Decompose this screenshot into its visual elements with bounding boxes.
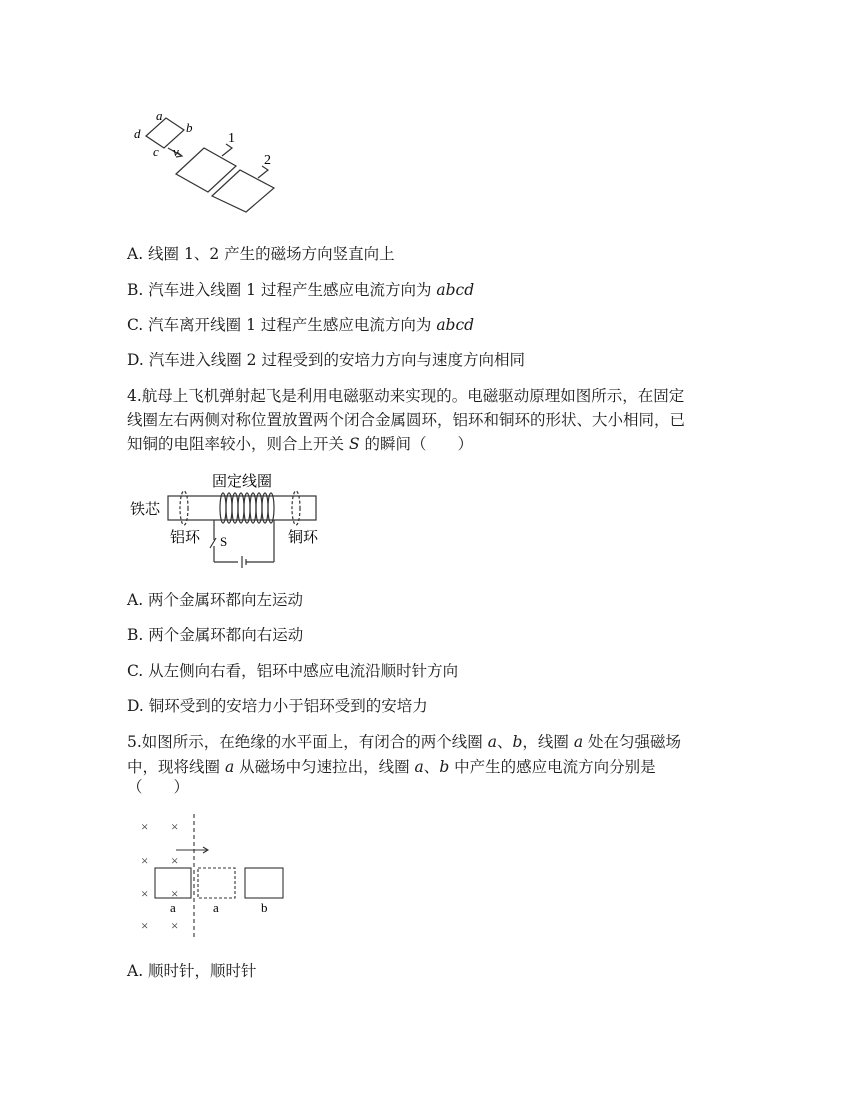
- q3-option-b-var: abcd: [436, 281, 475, 299]
- q5-stem-line-2: [127, 756, 656, 778]
- cross-8: ×: [171, 918, 179, 933]
- q4-option-d: D. 铜环受到的安培力小于铝环受到的安培力: [127, 697, 428, 715]
- q4-stem-line-3: [127, 433, 473, 455]
- q5-l2-sep: 、: [423, 758, 440, 776]
- q3-option-b-text: B. 汽车进入线圈 1 过程产生感应电流方向为: [127, 281, 437, 299]
- label-coil-b: b: [261, 900, 268, 915]
- q3-option-a: [127, 243, 395, 265]
- label-copper-ring: 铜环: [288, 530, 319, 546]
- q5-l2-var-a2: a: [414, 758, 424, 776]
- label-switch-s: S: [220, 534, 228, 549]
- cross-1: ×: [141, 819, 149, 834]
- q4-option-b: B. 两个金属环都向右运动: [127, 626, 304, 644]
- q5-l1-pre: 5.如图所示，在绝缘的水平面上，有闭合的两个线圈: [127, 733, 488, 751]
- q5-option-a: A. 顺时针，顺时针: [127, 962, 257, 980]
- q5-l2-post: 中产生的感应电流方向分别是: [449, 758, 656, 776]
- q3-option-d: [127, 349, 525, 371]
- cross-5: ×: [141, 886, 149, 901]
- q3-option-c-var: abcd: [436, 316, 475, 334]
- q5-stem-line-1: [127, 731, 681, 753]
- cross-7: ×: [141, 918, 149, 933]
- label-fixed-coil: 固定线圈: [212, 474, 273, 490]
- q4-stem-line-3-pre: 知铜的电阻率较小，则合上开关: [127, 435, 349, 453]
- q5-l1-var-a: a: [487, 733, 497, 751]
- label-d: d: [134, 126, 141, 141]
- q5-l1-sep: 、: [496, 733, 513, 751]
- q5-l1-mid: ，线圈: [522, 733, 574, 751]
- q5-l2-mid: 从磁场中匀速拉出，线圈: [234, 758, 415, 776]
- q4-switch-var: S: [348, 435, 360, 453]
- q5-l2-var-b: b: [439, 758, 450, 776]
- q5-l2-var-a: a: [224, 758, 235, 776]
- label-a: a: [156, 108, 163, 123]
- label-aluminum-ring: 铝环: [170, 530, 201, 546]
- q3-option-a-text: A. 线圈 1、2 产生的磁场方向竖直向上: [127, 245, 395, 263]
- label-coil-a-original: a: [170, 900, 176, 915]
- cross-6: ×: [171, 886, 179, 901]
- q4-stem-line-3-post: 的瞬间（ ）: [359, 435, 473, 453]
- q5-l2-pre: 中，现将线圈: [127, 758, 225, 776]
- q5-l1-var-a2: a: [573, 733, 584, 751]
- q4-option-c: C. 从左侧向右看，铝环中感应电流沿顺时针方向: [127, 662, 459, 680]
- label-iron-core: 铁芯: [130, 502, 161, 518]
- q5-stem-line-3: （ ）: [127, 778, 190, 796]
- q3-option-d-text: D. 汽车进入线圈 2 过程受到的安培力方向与速度方向相同: [127, 351, 525, 369]
- q5-l1-post: 处在匀强磁场: [583, 733, 682, 751]
- cross-3: ×: [141, 853, 149, 868]
- label-b: b: [186, 120, 193, 135]
- q5-l1-var-b: b: [512, 733, 523, 751]
- label-v: v: [173, 144, 179, 159]
- q3-option-c-text: C. 汽车离开线圈 1 过程产生感应电流方向为: [127, 316, 437, 334]
- cross-4: ×: [171, 853, 179, 868]
- label-coil-a-moved: a: [213, 900, 219, 915]
- figure-car-coils: [126, 104, 296, 216]
- label-c: c: [153, 144, 159, 159]
- q3-option-b: [127, 279, 474, 301]
- q4-stem-line-1: 4.航母上飞机弹射起飞是利用电磁驱动来实现的。电磁驱动原理如图所示，在固定: [127, 387, 685, 405]
- cross-2: ×: [171, 819, 179, 834]
- label-coil-1: 1: [228, 131, 235, 146]
- q4-stem-line-2: 线圈左右两侧对称位置放置两个闭合金属圆环，铝环和铜环的形状、大小相同，已: [127, 411, 686, 429]
- q3-option-c: [127, 314, 474, 336]
- q4-option-a: A. 两个金属环都向左运动: [127, 591, 304, 609]
- figure-electromagnetic-drive: [128, 470, 328, 570]
- figure-coils-in-field: [136, 812, 296, 942]
- label-coil-2: 2: [264, 153, 271, 168]
